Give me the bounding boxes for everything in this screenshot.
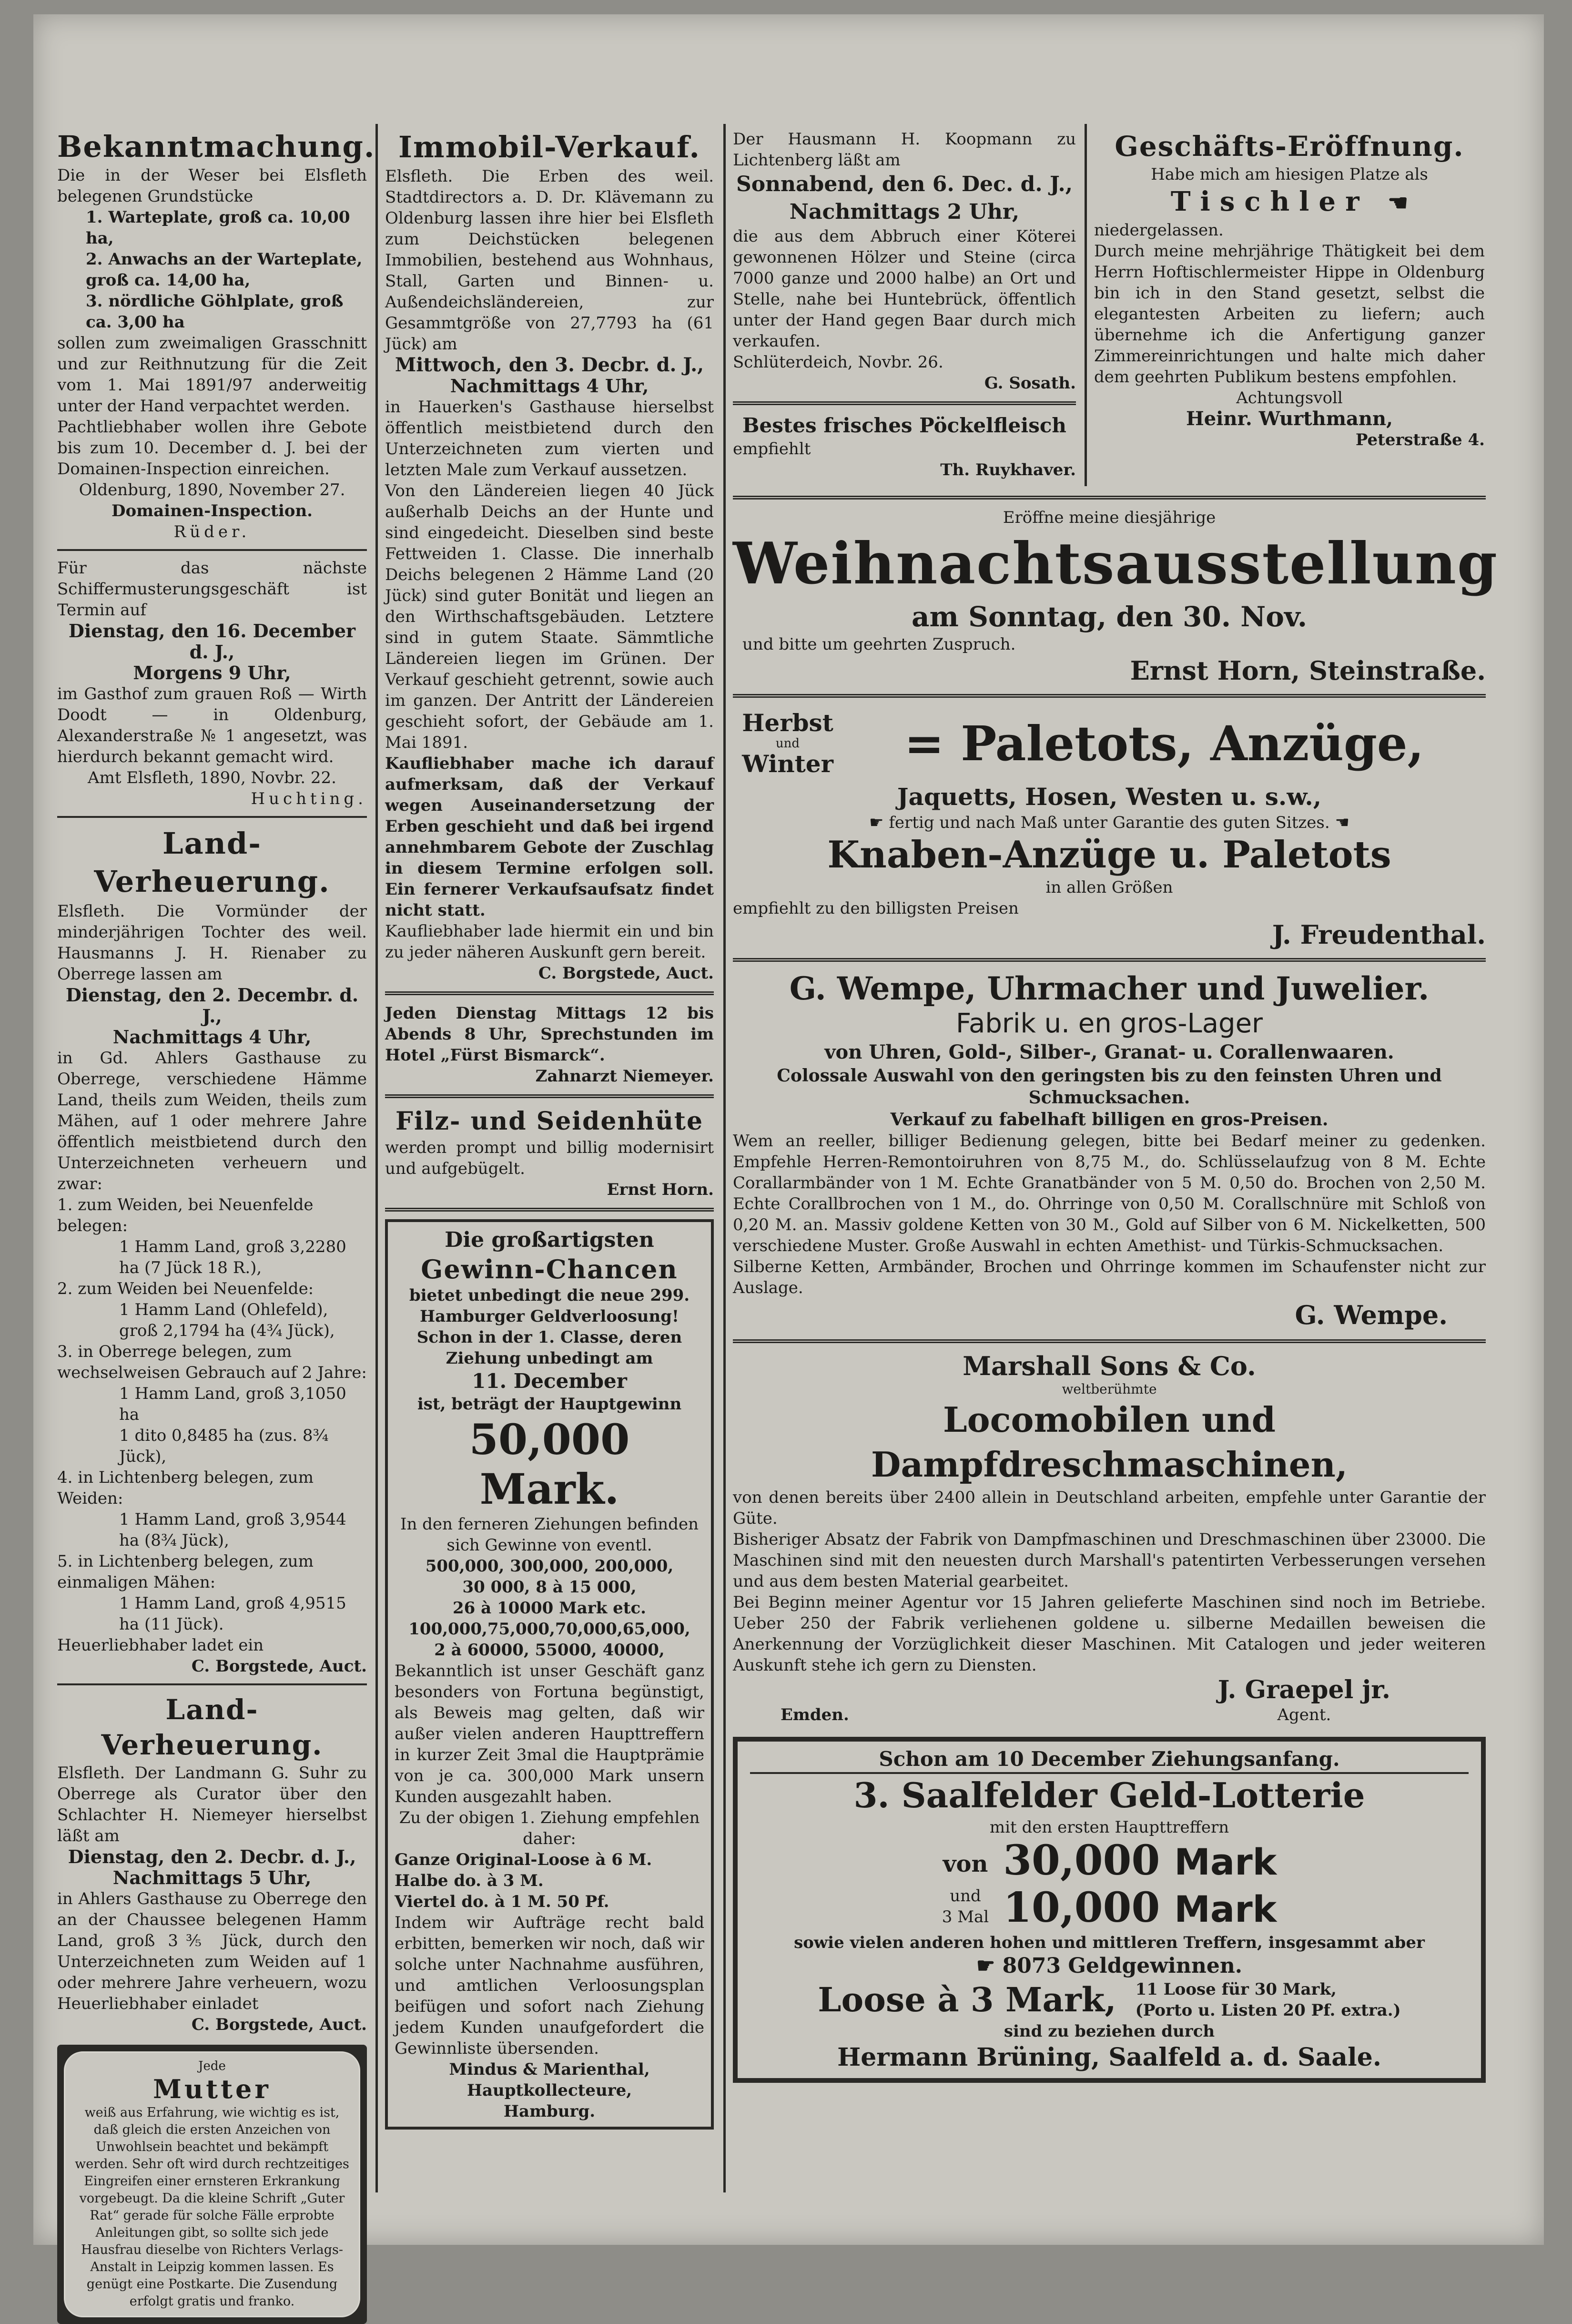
- gew-title-1: Die großartigsten: [445, 1228, 654, 1252]
- wei-pre: Eröffne meine diesjährige: [1003, 508, 1216, 527]
- lv1-item: 1 Hamm Land, groß 4,9515 ha (11 Jück).: [119, 1594, 346, 1634]
- saa-mal: 3 Mal: [942, 1907, 989, 1926]
- lv1-signature: C. Borgstede, Auct.: [191, 1657, 367, 1676]
- gew-body-2: Schon in der 1. Classe, deren Ziehung unbedingt am: [416, 1328, 682, 1368]
- gew-body: bietet unbedingt die neue 299. Hamburger Geldverloosung!: [409, 1286, 690, 1326]
- pointing-hand-icon: ☚: [1335, 813, 1349, 832]
- column-rule-3: [1085, 124, 1087, 486]
- pointing-hand-icon: ☚: [1388, 190, 1409, 216]
- gew-price: Viertel do. à 1 M. 50 Pf.: [395, 1892, 609, 1911]
- newspaper-page: [33, 14, 1544, 2309]
- wide-column: [733, 496, 1498, 2083]
- pal-und: und: [775, 736, 800, 751]
- pointing-hand-icon: ☛: [869, 813, 884, 832]
- gew-num: 100,000,75,000,70,000,65,000,: [408, 1620, 690, 1639]
- land-verheuerung-1-ad: [57, 825, 367, 1677]
- poek-signature: Th. Ruykhaver.: [940, 460, 1076, 479]
- koop-place: Schlüterdeich, Novbr. 26.: [733, 353, 943, 372]
- zahn-signature: Zahnarzt Niemeyer.: [535, 1067, 714, 1086]
- pal-title: = Paletots, Anzüge,: [904, 715, 1424, 772]
- bek-intro: Die in der Weser bei Elsfleth belegenen Grundstücke: [57, 166, 367, 206]
- gew-body-4: In den ferneren Ziehungen befinden sich Gewinne von eventl.: [400, 1515, 699, 1555]
- saa-signature: Hermann Brüning, Saalfeld a. d. Saale.: [837, 2043, 1381, 2072]
- saa-sub: mit den ersten Haupttreffern: [989, 1818, 1229, 1837]
- bek-item-3: 3. nördliche Göhlplate, groß ca. 3,00 ha: [86, 292, 344, 332]
- divider: [385, 1094, 714, 1098]
- pal-knaben: Knaben-Anzüge u. Paletots: [827, 833, 1391, 877]
- pal-groessen: in allen Größen: [1045, 878, 1173, 897]
- ges-signature-3: Peterstraße 4.: [1355, 430, 1485, 449]
- bek-body-2: Pachtliebhaber wollen ihre Gebote bis zum 10. December d. J. bei der Domainen-Inspection einreichen.: [57, 418, 367, 479]
- imm-body-2: in Hauerken's Gasthause hierselbst öffentlich meistbietend durch den Unterzeichneten zum vierten und letzten Male zum Verkauf aussetzen.: [385, 398, 714, 479]
- lv2-body: Elsfleth. Der Landmann G. Suhr zu Oberrege als Curator über den Schlachter H. Niemeyer hierselbst läßt am: [57, 1763, 367, 1845]
- bek-item-2: 2. Anwachs an der Warteplate, groß ca. 14,00 ha,: [86, 250, 363, 290]
- divider: [385, 991, 714, 995]
- pal-sub-2: [733, 812, 1486, 833]
- gew-signature-1: Mindus & Marienthal,: [449, 2060, 650, 2079]
- saa-von: von: [943, 1851, 988, 1877]
- gew-num: 30 000, 8 à 15 000,: [462, 1578, 637, 1597]
- filz-ad: [385, 1106, 714, 1200]
- divider: [57, 816, 367, 818]
- imm-date: Mittwoch, den 3. Decbr. d. J.,: [395, 354, 704, 376]
- marshall-ad: [733, 1351, 1486, 1725]
- wem-body: Wem an reeller, billiger Bedienung gelegen, bitte bei Bedarf meiner zu gedenken. Empfehle Herren-Remontoiruhren von 8,75 M., do. Schlüsselaufzug von 8 M. Echte Corallarmbänder von 1 M. Echte Granatbänder von 5 M. 0,50 do. Brochen von 2,50 M. Echte Corallbrochen von 1 M., do. Ohrringe von 0,50 M. Corallschnüre mit Schloß von 0,20 M. an. Massiv goldene Ketten von 30 M., Gold auf Silber von 6 M. Nickelketten, 500 verschiedene Muster. Große Auswahl in echten Amethist- und Türkis-Schmucksachen.: [733, 1131, 1486, 1255]
- bek-date: Oldenburg, 1890, November 27.: [79, 480, 345, 499]
- sch-body-2: im Gasthof zum grauen Roß — Wirth Doodt — in Oldenburg, Alexanderstraße № 1 angesetzt, was hierdurch bekannt gemacht wird.: [57, 684, 367, 766]
- divider: [385, 1208, 714, 1212]
- mut-body: weiß aus Erfahrung, wie wichtig es ist, daß gleich die ersten Anzeichen von Unwohlsein beachtet und bekämpft werden. Sehr oft wird durch rechtzeitiges Eingreifen einer ernsteren Erkrankung vorgebeugt. Da die kleine Schrift „Guter Rat“ gerade für solche Fälle erprobte Anleitungen gibt, so sollte sich jede Hausfrau dieselbe von Richters Verlags-Anstalt in Leipzig kommen lassen. Es genügt eine Postkarte. Die Zusendung erfolgt gratis und franko.: [75, 2105, 349, 2309]
- column-4: [1094, 129, 1485, 450]
- lv2-title: Land-Verheuerung.: [101, 1693, 323, 1761]
- gew-price: Halbe do. à 3 M.: [395, 1871, 544, 1890]
- gew-body-6: Zu der obigen 1. Ziehung empfehlen daher:: [399, 1808, 700, 1848]
- immobil-verkauf-ad: [385, 129, 714, 984]
- imm-body-5: Kaufliebhaber lade hiermit ein und bin zu jeder näheren Auskunft gern bereit.: [385, 922, 714, 962]
- poek-body: empfiehlt: [733, 439, 811, 459]
- lv2-body-2: in Ahlers Gasthause zu Oberrege den an der Chaussee belegenen Hamm Land, groß 3⅗ Jück, durch den Unterzeichneten zum Weiden auf 1 oder mehrere Jahre verheuern, wozu Heuerliebhaber einladet: [57, 1889, 367, 2013]
- sch-signature: Huchting.: [251, 789, 367, 808]
- gew-num: 26 à 10000 Mark etc.: [453, 1599, 646, 1618]
- bek-signature-name: Rüder.: [173, 522, 251, 541]
- saa-mark-1: Mark: [1174, 1841, 1277, 1883]
- mar-title: Marshall Sons & Co.: [963, 1351, 1256, 1381]
- imm-body-3: Von den Ländereien liegen 40 Jück außerhalb Deichs an der Hunte und sind eingedeicht. Dieselben sind beste Fettweiden 1. Classe. Die innerhalb Deichs belegenen 2 Hämme Land (20 Jück) sind guter Bonität und liegen an den Wirthschaftsgebäuden. Letztere sind in gutem Staate. Sämmtliche Ländereien liegen im Grünen. Der Verkauf geschieht getrennt, sowie auch im ganzen. Der Antritt der Ländereien geschieht sofort, der Gebäude am 1. Mai 1891.: [385, 481, 714, 752]
- filz-signature: Ernst Horn.: [607, 1180, 714, 1199]
- gew-body-7: Indem wir Aufträge recht bald erbitten, bemerken wir noch, daß wir solche unter Nachnahme ausführen, und amtlichen Verloosungsplan beifügen und sofort nach Ziehung jedem Kunden unaufgefordert die Gewinnliste übersenden.: [395, 1913, 704, 2058]
- schiffermusterung-ad: [57, 558, 367, 809]
- lv1-end: Heuerliebhaber ladet ein: [57, 1636, 264, 1655]
- divider: [733, 401, 1076, 405]
- wei-title: Weihnachtsausstellung: [733, 530, 1498, 597]
- ges-signature-2: Heinr. Wurthmann,: [1186, 408, 1393, 430]
- column-3: [733, 129, 1076, 480]
- bek-item-1: 1. Warteplate, groß ca. 10,00 ha,: [86, 208, 350, 248]
- lv1-item: 1 Hamm Land, groß 3,9544 ha (8¾ Jück),: [119, 1510, 346, 1550]
- wem-sub: Fabrik u. en gros-Lager: [955, 1008, 1263, 1039]
- divider: [733, 694, 1486, 698]
- sch-time: Morgens 9 Uhr,: [133, 662, 291, 683]
- koop-time: Nachmittags 2 Uhr,: [789, 200, 1020, 224]
- gew-signature-2: Hauptkollecteure,: [467, 2081, 632, 2100]
- saa-loose-2: 11 Loose für 30 Mark,: [1135, 1980, 1337, 1999]
- lv1-title: Land-Verheuerung.: [94, 826, 330, 899]
- lv1-item: 1 Hamm Land, groß 3,1050 ha: [119, 1384, 346, 1424]
- lv1-item: 1 dito 0,8485 ha (zus. 8¾ Jück),: [119, 1426, 329, 1466]
- sch-date: Dienstag, den 16. December d. J.,: [68, 620, 356, 663]
- lv1-body: Elsfleth. Die Vormünder der minderjährigen Tochter des weil. Hausmanns J. H. Rienaber zu Oberrege lassen am: [57, 902, 367, 984]
- wem-body-2: Silberne Ketten, Armbänder, Brochen und Ohrringe kommen im Schaufenster nicht zur Auslage.: [733, 1257, 1486, 1297]
- divider: [57, 549, 367, 551]
- saa-title: 3. Saalfelder Geld-Lotterie: [853, 1775, 1365, 1815]
- saa-und: und: [950, 1886, 981, 1906]
- wei-signature: Ernst Horn, Steinstraße.: [1130, 655, 1486, 686]
- lv1-item: 2. zum Weiden bei Neuenfelde:: [57, 1279, 314, 1298]
- pal-sub: Jaquetts, Hosen, Westen u. s.w.,: [897, 783, 1322, 811]
- ges-body: Habe mich am hiesigen Platze als: [1151, 165, 1428, 184]
- divider: [733, 958, 1486, 962]
- column-rule-1: [375, 124, 378, 2192]
- saa-loose-3: (Porto u. Listen 20 Pf. extra.): [1135, 2001, 1401, 2020]
- mut-title: Mutter: [153, 2074, 271, 2104]
- sch-body: Für das nächste Schiffermusterungsgeschäft ist Termin auf: [57, 559, 367, 620]
- mar-big: Locomobilen und Dampfdreschmaschinen,: [871, 1399, 1348, 1485]
- imm-body: Elsfleth. Die Erben des weil. Stadtdirectors a. D. Dr. Klävemann zu Oldenburg lassen ihre hier bei Elsfleth zum Deichstücken belegenen Immobilien, bestehend aus Wohnhaus, Stall, Garten und Binnen- u. Außendeichsländereien, zur Gesammtgröße von 27,7793 ha (61 Jück) am: [385, 167, 714, 354]
- lv1-item: 1. zum Weiden, bei Neuenfelde belegen:: [57, 1195, 314, 1235]
- filz-body: werden prompt und billig modernisirt und aufgebügelt.: [385, 1138, 714, 1178]
- lv2-time: Nachmittags 5 Uhr,: [112, 1867, 312, 1888]
- koop-signature: G. Sosath.: [984, 374, 1076, 393]
- imm-signature: C. Borgstede, Auct.: [538, 964, 714, 983]
- bekanntmachung-ad: [57, 129, 375, 542]
- imm-time: Nachmittags 4 Uhr,: [450, 375, 649, 397]
- pal-signature: J. Freudenthal.: [1272, 919, 1486, 950]
- gew-title-2: Gewinn-Chancen: [421, 1254, 678, 1284]
- pal-body: empfiehlt zu den billigsten Preisen: [733, 899, 1019, 918]
- filz-title: Filz- und Seidenhüte: [395, 1107, 704, 1136]
- wem-sub-4: Verkauf zu fabelhaft billigen en gros-Preisen.: [890, 1110, 1329, 1130]
- weihnachtsausstellung-ad: [733, 507, 1498, 686]
- wei-body: und bitte um geehrten Zuspruch.: [742, 635, 1016, 654]
- ges-word-text: Tischler: [1170, 186, 1369, 217]
- paletots-ad: [733, 705, 1486, 950]
- lv1-body-2: in Gd. Ahlers Gasthause zu Oberrege, verschiedene Hämme Land, theils zum Weiden, theils zum Mähen, auf 1 oder mehrere Jahre öffentlich meistbietend durch den Unterzeichneten verheuern und zwar:: [57, 1049, 367, 1193]
- pointing-hand-icon: ☛: [976, 1954, 995, 1978]
- mar-signature-2: Agent.: [1277, 1705, 1331, 1724]
- mar-body: von denen bereits über 2400 allein in Deutschland arbeiten, empfehle unter Garantie der Güte.: [733, 1488, 1486, 1528]
- wempe-ad: [733, 969, 1486, 1332]
- saa-head: Schon am 10 December Ziehungsanfang.: [750, 1746, 1469, 1774]
- gewinn-chancen-ad: [385, 1219, 714, 2130]
- zahn-body: Jeden Dienstag Mittags 12 bis Abends 8 Uhr, Sprechstunden im Hotel „Fürst Bismarck“.: [385, 1004, 714, 1065]
- saa-prize-1: [1003, 1838, 1277, 1885]
- land-verheuerung-2-ad: [57, 1692, 367, 2035]
- divider: [733, 1339, 1486, 1343]
- saa-prize-2: [1003, 1885, 1277, 1932]
- koop-date: Sonnabend, den 6. Dec. d. J.,: [736, 172, 1073, 196]
- gew-price: Ganze Original-Loose à 6 M.: [395, 1850, 652, 1869]
- bek-signature: Domainen-Inspection.: [112, 501, 313, 520]
- pal-sub-2-text: fertig und nach Maß unter Garantie des guten Sitzes.: [889, 813, 1330, 832]
- mar-body-2: Bisheriger Absatz der Fabrik von Dampfmaschinen und Dreschmaschinen über 23000. Die Maschinen sind mit den neuesten durch Marshall's patentirten Verbesserungen versehen und aus dem besten Material gearbeitet.: [733, 1530, 1486, 1591]
- mut-small: Jede: [198, 2059, 226, 2073]
- saa-count: [750, 1953, 1469, 1979]
- saalfelder-lotterie-ad: [733, 1737, 1486, 2083]
- mutter-ad: [57, 2045, 367, 2324]
- pal-herbst: Herbst: [742, 709, 833, 737]
- saa-body-2: sind zu beziehen durch: [1004, 2022, 1215, 2041]
- lv1-time: Nachmittags 4 Uhr,: [112, 1026, 312, 1048]
- gew-num: 500,000, 300,000, 200,000,: [425, 1557, 674, 1576]
- ges-body-2: niedergelassen.: [1094, 221, 1224, 240]
- koop-body-2: die aus dem Abbruch einer Köterei gewonnenen Hölzer und Steine (circa 7000 ganze und 2000 halbe) an Ort und Stelle, nahe bei Huntebrück, öffentlich unter der Hand gegen Baar durch mich verkaufen.: [733, 227, 1076, 351]
- lv2-signature: C. Borgstede, Auct.: [191, 2015, 367, 2034]
- bek-title: Bekanntmachung.: [57, 129, 375, 164]
- lv1-item: 4. in Lichtenberg belegen, zum Weiden:: [57, 1468, 314, 1508]
- mar-signature: J. Graepel jr.: [1217, 1675, 1390, 1704]
- lv2-date: Dienstag, den 2. Decbr. d. J.,: [68, 1846, 356, 1867]
- ges-word: [1094, 185, 1485, 220]
- column-2: [385, 129, 714, 2130]
- column-rule-2: [723, 124, 726, 2192]
- wem-signature: G. Wempe.: [1295, 1300, 1448, 1330]
- lv1-item: 5. in Lichtenberg belegen, zum einmaligen Mähen:: [57, 1552, 314, 1592]
- gew-body-5: Bekanntlich ist unser Geschäft ganz besonders von Fortuna begünstigt, als Beweis mag gelten, daß wir außer vielen anderen Haupttreffern in kurzer Zeit 3mal die Hauptprämie von je ca. 300,000 Mark unsern Kunden ausgezahlt haben.: [395, 1661, 704, 1806]
- lv1-item: 1 Hamm Land, groß 3,2280 ha (7 Jück 18 R.),: [119, 1237, 346, 1277]
- ges-title: Geschäfts-Eröffnung.: [1115, 130, 1464, 163]
- divider: [733, 496, 1486, 499]
- column-1: [57, 129, 375, 2324]
- gew-signature-3: Hamburg.: [503, 2102, 596, 2121]
- saa-body: sowie vielen anderen hohen und mittleren Treffern, insgesammt aber: [794, 1933, 1425, 1952]
- poekelfleisch-ad: [733, 413, 1076, 480]
- mar-body-3: Bei Beginn meiner Agentur vor 15 Jahren gelieferte Maschinen sind noch im Betriebe. Ueber 250 der Fabrik verliehenen goldene u. silberne Medaillen beweisen die Anerkennung der Vorzüglichkeit dieser Maschinen. Mit Catalogen und jeder weiteren Auskunft stehe ich gern zu Diensten.: [733, 1593, 1486, 1675]
- divider: [57, 1683, 367, 1685]
- gew-num: 2 à 60000, 55000, 40000,: [434, 1641, 665, 1660]
- gew-body-3: ist, beträgt der Hauptgewinn: [417, 1395, 682, 1414]
- pal-winter: Winter: [742, 750, 833, 778]
- imm-body-4: Kaufliebhaber mache ich darauf aufmerksam, daß der Verkauf wegen Auseinandersetzung der Erben geschieht und daß bei irgend annehmbarem Gebote der Zuschlag in diesem Termine erfolgen soll. Ein fernerer Verkaufsaufsatz findet nicht statt.: [385, 754, 714, 920]
- gew-big-prize: 50,000 Mark.: [469, 1415, 630, 1514]
- wei-date: am Sonntag, den 30. Nov.: [911, 601, 1308, 633]
- mar-place: Emden.: [781, 1705, 849, 1724]
- saa-mark-2: Mark: [1174, 1888, 1277, 1930]
- lv1-item: 1 Hamm Land (Ohlefeld), groß 2,1794 ha (4¾ Jück),: [119, 1300, 335, 1340]
- wem-sub-3: Colossale Auswahl von den geringsten bis zu den feinsten Uhren und Schmucksachen.: [777, 1066, 1442, 1108]
- ges-body-3: Durch meine mehrjährige Thätigkeit bei dem Herrn Hoftischlermeister Hippe in Oldenburg bin ich in den Stand gesetzt, selbst die elegantesten Arbeiten zu liefern; auch übernehme ich die Anfertigung ganzer Zimmereinrichtungen und halte mich daher dem geehrten Publikum bestens empfohlen.: [1094, 242, 1485, 387]
- wem-sub-2: von Uhren, Gold-, Silber-, Granat- u. Corallenwaaren.: [824, 1041, 1394, 1063]
- zahnarzt-ad: [385, 1003, 714, 1087]
- mar-sub: weltberühmte: [1062, 1381, 1157, 1397]
- poek-title: Bestes frisches Pöckelfleisch: [742, 414, 1066, 437]
- saa-big-2: 10,000: [1003, 1884, 1160, 1932]
- saa-count-text: 8073 Geldgewinnen.: [1002, 1954, 1243, 1978]
- wem-title: G. Wempe, Uhrmacher und Juwelier.: [789, 970, 1430, 1007]
- imm-title: Immobil-Verkauf.: [398, 130, 701, 164]
- saa-big-1: 30,000: [1003, 1836, 1160, 1885]
- koopmann-ad: [733, 129, 1076, 394]
- ges-signature-1: Achtungsvoll: [1236, 388, 1343, 408]
- geschaefts-eroeffnung-ad: [1094, 129, 1485, 450]
- koop-body: Der Hausmann H. Koopmann zu Lichtenberg läßt am: [733, 130, 1076, 170]
- gew-date: 11. December: [472, 1369, 627, 1393]
- lv1-item: 3. in Oberrege belegen, zum wechselweisen Gebrauch auf 2 Jahre:: [57, 1342, 367, 1382]
- lv1-date: Dienstag, den 2. Decembr. d. J.,: [65, 984, 359, 1027]
- saa-loose: Loose à 3 Mark,: [818, 1980, 1116, 2019]
- bek-body: sollen zum zweimaligen Grasschnitt und zur Reithnutzung für die Zeit vom 1. Mai 1891/97 anderweitig unter der Hand verpachtet werden.: [57, 334, 367, 416]
- sch-place-date: Amt Elsfleth, 1890, Novbr. 22.: [88, 768, 336, 787]
